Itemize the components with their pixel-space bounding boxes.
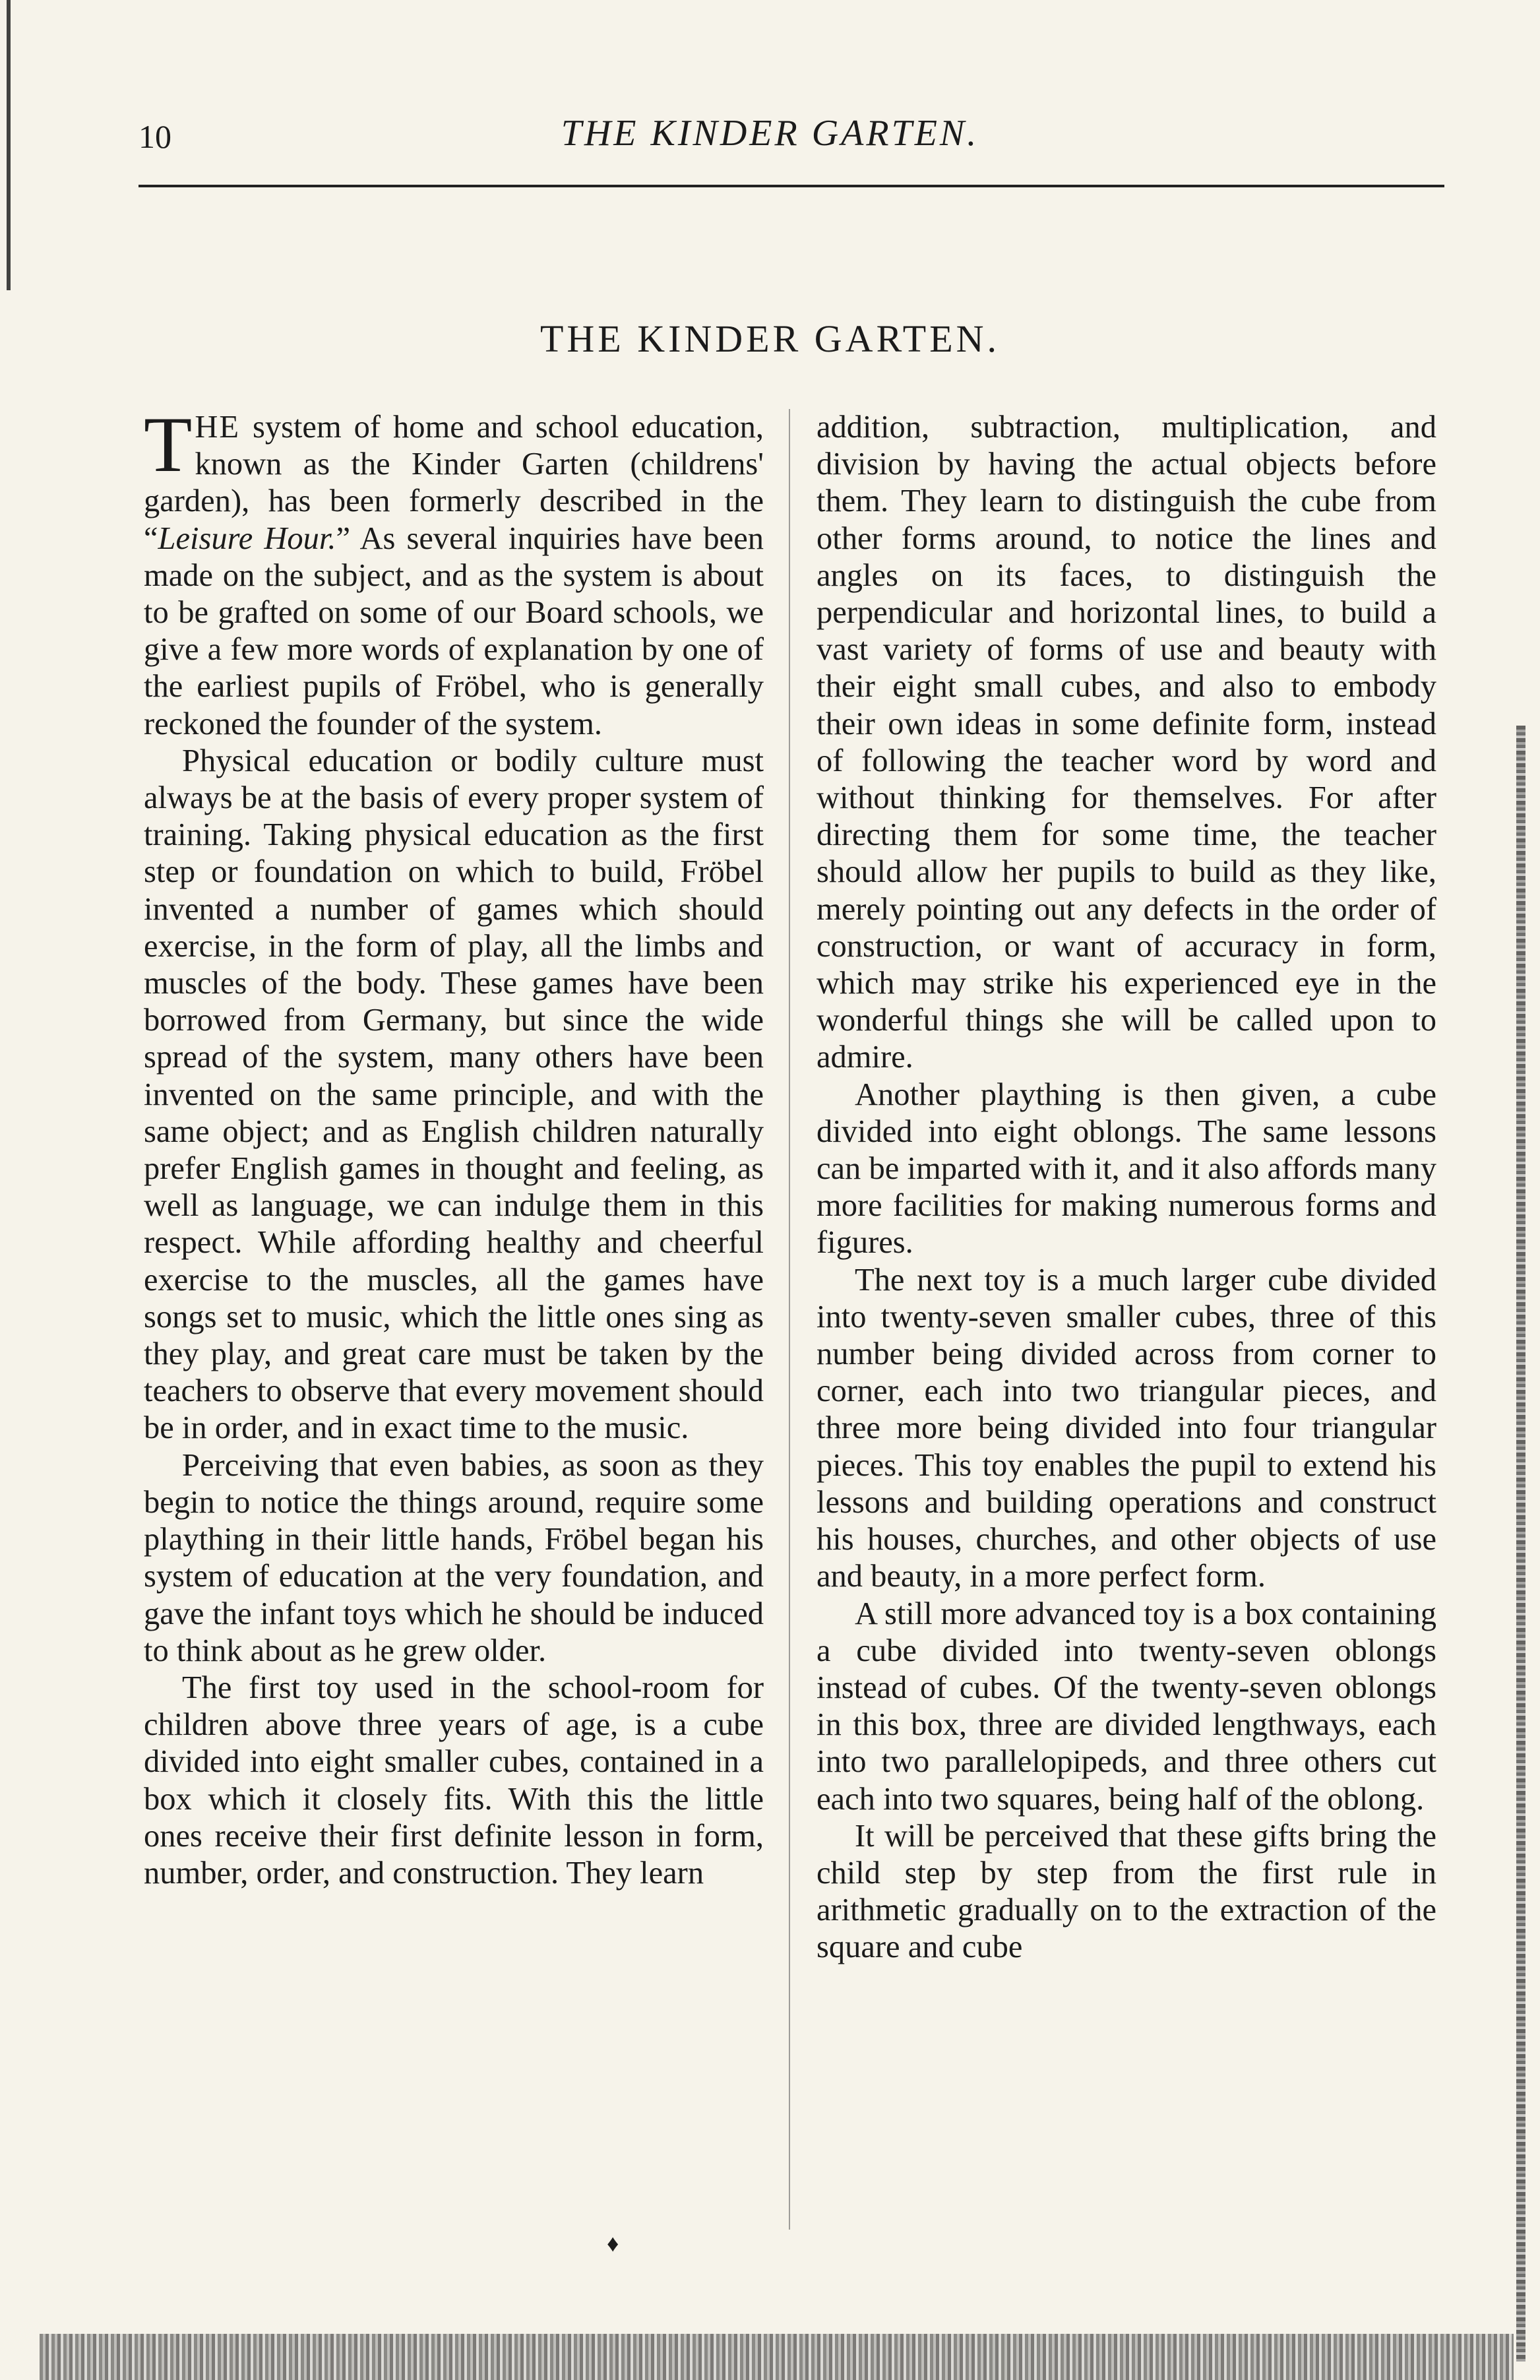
footer-ornament: ♦	[607, 2230, 619, 2257]
drop-cap: T	[144, 400, 193, 488]
paragraph: Physical education or bodily culture must always be at the basis of every proper system of training. Taking physical education as the first step or foundation on which to build, Fröbel invented a number of games which should exercise, in the form of play, all the limbs and muscles of the body. These games have been borrowed from Germany, but since the wide spread of the system, many others have been invented on the same principle, and with the same object; and as English children naturally prefer English games in thought and feeling, as well as language, we can indulge them in this respect. While affording healthy and cheerful exercise to the muscles, all the games have songs set to music, which the little ones sing as they play, and great care must be taken by the teachers to observe that every movement should be in order, and in exact time to the music.	[144, 743, 764, 1446]
left-column	[144, 400, 764, 1892]
paragraph: A still more advanced toy is a box containing a cube divided into twenty-seven oblongs instead of cubes. Of the twenty-seven oblongs in this box, three are divided lengthways, each into two parallelopipeds, and three others cut each into two squares, being half of the oblong.	[816, 1596, 1436, 1817]
paragraph-text: ” As several inquiries have been made on the subject, and as the system is about to be grafted on some of our Board schools, we give a few more words of explanation by one of the earliest pupils of Fröbel, who is generally reckoned the founder of the system.	[144, 520, 764, 741]
paragraph: The next toy is a much larger cube divided into twenty-seven smaller cubes, three of this number being divided across from corner to corner, each into two triangular pieces, and three more being divided into four triangular pieces. This toy enables the pupil to extend his lessons and building operations and construct his houses, churches, and other objects of use and beauty, in a more perfect form.	[816, 1262, 1436, 1594]
scan-right-edge	[1516, 726, 1525, 2362]
paragraph	[144, 400, 764, 743]
running-head	[0, 112, 1540, 165]
lead-caps: HE	[195, 410, 240, 445]
scan-bottom-edge	[40, 2334, 1514, 2380]
header-rule	[139, 185, 1444, 187]
paragraph: The first toy used in the school-room for children above three years of age, is a cube divided into eight smaller cubes, contained in a box which it closely fits. With this the little ones receive their first definite lesson in form, number, order, and construction. They learn	[144, 1670, 764, 1891]
article-title: THE KINDER GARTEN.	[539, 317, 1001, 360]
paragraph: Perceiving that even babies, as soon as they begin to notice the things around, require some plaything in their little hands, Fröbel began his system of education at the very foundation, and gave the infant toys which he should be induced to think about as he grew older.	[144, 1447, 764, 1668]
right-column	[816, 409, 1436, 1966]
paragraph: It will be perceived that these gifts bring the child step by step from the first rule in arithmetic gradually on to the extraction of the square and cube	[816, 1818, 1436, 1965]
paragraph: addition, subtraction, multiplication, and division by having the actual objects before them. They learn to distinguish the cube from other forms around, to notice the lines and angles on its faces, to distinguish the perpendicular and horizontal lines, to build a vast variety of forms of use and beauty with their eight small cubes, and also to embody their own ideas in some definite form, instead of following the teacher word by word and without thinking for themselves. For after directing them for some time, the teacher should allow her pupils to build as they like, merely pointing out any defects in the order of construction, or want of accuracy in form, which may strike his experienced eye in the wonderful things she will be called upon to admire.	[816, 410, 1436, 1075]
paragraph: Another plaything is then given, a cube divided into eight oblongs. The same lessons can be imparted with it, and it also affords many more facilities for making numerous forms and figures.	[816, 1077, 1436, 1261]
running-title: THE KINDER GARTEN.	[561, 113, 979, 154]
paragraph-text: system of home and school education, known as the Kinder Garten (childrens' garden), has been formerly described in the “	[144, 410, 764, 556]
italic-title: Leisure Hour.	[158, 520, 336, 556]
column-divider	[789, 409, 790, 2230]
page-number: 10	[139, 118, 171, 155]
